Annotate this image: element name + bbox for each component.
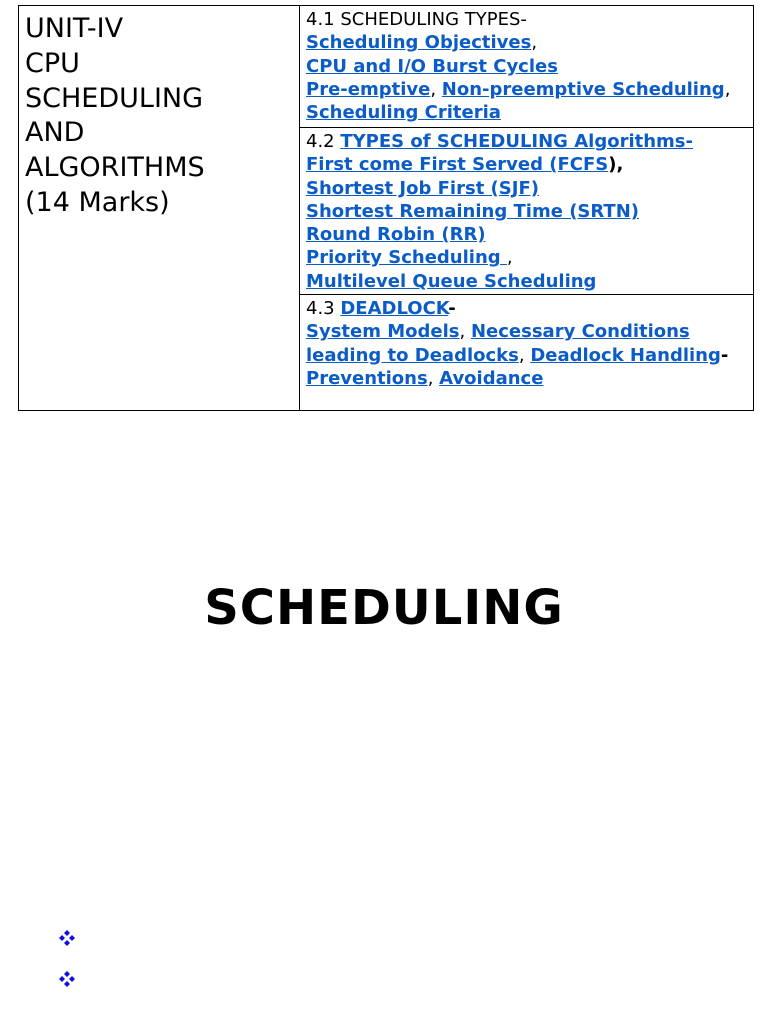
section-4-3-cell: 4.3 DEADLOCK- System Models, Necessary Conditions leading to Deadlocks, Deadlock Handling-Preventions, Avoidance bbox=[300, 295, 754, 411]
link-sjf[interactable]: Shortest Job First (SJF) bbox=[306, 177, 539, 199]
unit-line: UNIT-IV bbox=[25, 13, 124, 44]
link-multilevel-queue[interactable]: Multilevel Queue Scheduling bbox=[306, 270, 597, 292]
unit-line: SCHEDULING bbox=[25, 82, 204, 114]
diamond-bullet-icon bbox=[59, 930, 75, 946]
link-avoidance[interactable]: Avoidance bbox=[439, 367, 544, 389]
section-4-2-prefix: 4.2 bbox=[306, 131, 341, 152]
diamond-bullet-icon bbox=[59, 971, 75, 987]
unit-marks: (14 Marks) bbox=[25, 186, 170, 218]
unit-line: AND bbox=[25, 117, 85, 149]
link-deadlock[interactable]: DEADLOCK bbox=[340, 298, 449, 319]
link-fcfs[interactable]: First come First Served (FCFS bbox=[306, 154, 609, 176]
link-scheduling-criteria[interactable]: Scheduling Criteria bbox=[306, 102, 501, 124]
unit-line: CPU bbox=[25, 47, 80, 79]
slide-title: SCHEDULING bbox=[204, 580, 564, 636]
link-necessary-conditions[interactable]: Necessary Conditions leading to Deadlocks bbox=[306, 321, 690, 366]
link-non-preemptive[interactable]: Non-preemptive Scheduling bbox=[441, 78, 725, 100]
link-burst-cycles[interactable]: CPU and I/O Burst Cycles bbox=[306, 55, 558, 77]
link-priority-scheduling[interactable]: Priority Scheduling bbox=[306, 247, 507, 269]
syllabus-table bbox=[18, 5, 754, 411]
link-round-robin[interactable]: Round Robin (RR) bbox=[306, 224, 486, 246]
link-srtn[interactable]: Shortest Remaining Time (SRTN) bbox=[306, 200, 639, 222]
link-preventions[interactable]: Preventions bbox=[306, 367, 428, 389]
unit-line: ALGORITHMS bbox=[25, 152, 205, 184]
section-4-3-prefix: 4.3 bbox=[306, 298, 341, 319]
link-pre-emptive[interactable]: Pre-emptive bbox=[306, 78, 431, 100]
unit-cell bbox=[19, 6, 300, 411]
section-4-1-cell: 4.1 SCHEDULING TYPES- Scheduling Objectives, CPU and I/O Burst Cycles Pre-emptive, Non-preemptive Scheduling, Scheduling Criteria bbox=[300, 6, 754, 128]
link-system-models[interactable]: System Models bbox=[306, 321, 460, 343]
link-scheduling-objectives[interactable]: Scheduling Objectives bbox=[306, 32, 532, 54]
section-4-1-heading: 4.1 SCHEDULING TYPES- bbox=[306, 9, 527, 30]
link-types-of-scheduling[interactable]: TYPES of SCHEDULING Algorithms- bbox=[340, 131, 693, 152]
section-4-2-cell: 4.2 TYPES of SCHEDULING Algorithms- First come First Served (FCFS), Shortest Job First (SJF) Shortest Remaining Time (SRTN) Round Robin (RR) Priority Scheduling , Multilevel Queue Scheduling bbox=[300, 128, 754, 295]
link-deadlock-handling[interactable]: Deadlock Handling bbox=[530, 344, 721, 366]
